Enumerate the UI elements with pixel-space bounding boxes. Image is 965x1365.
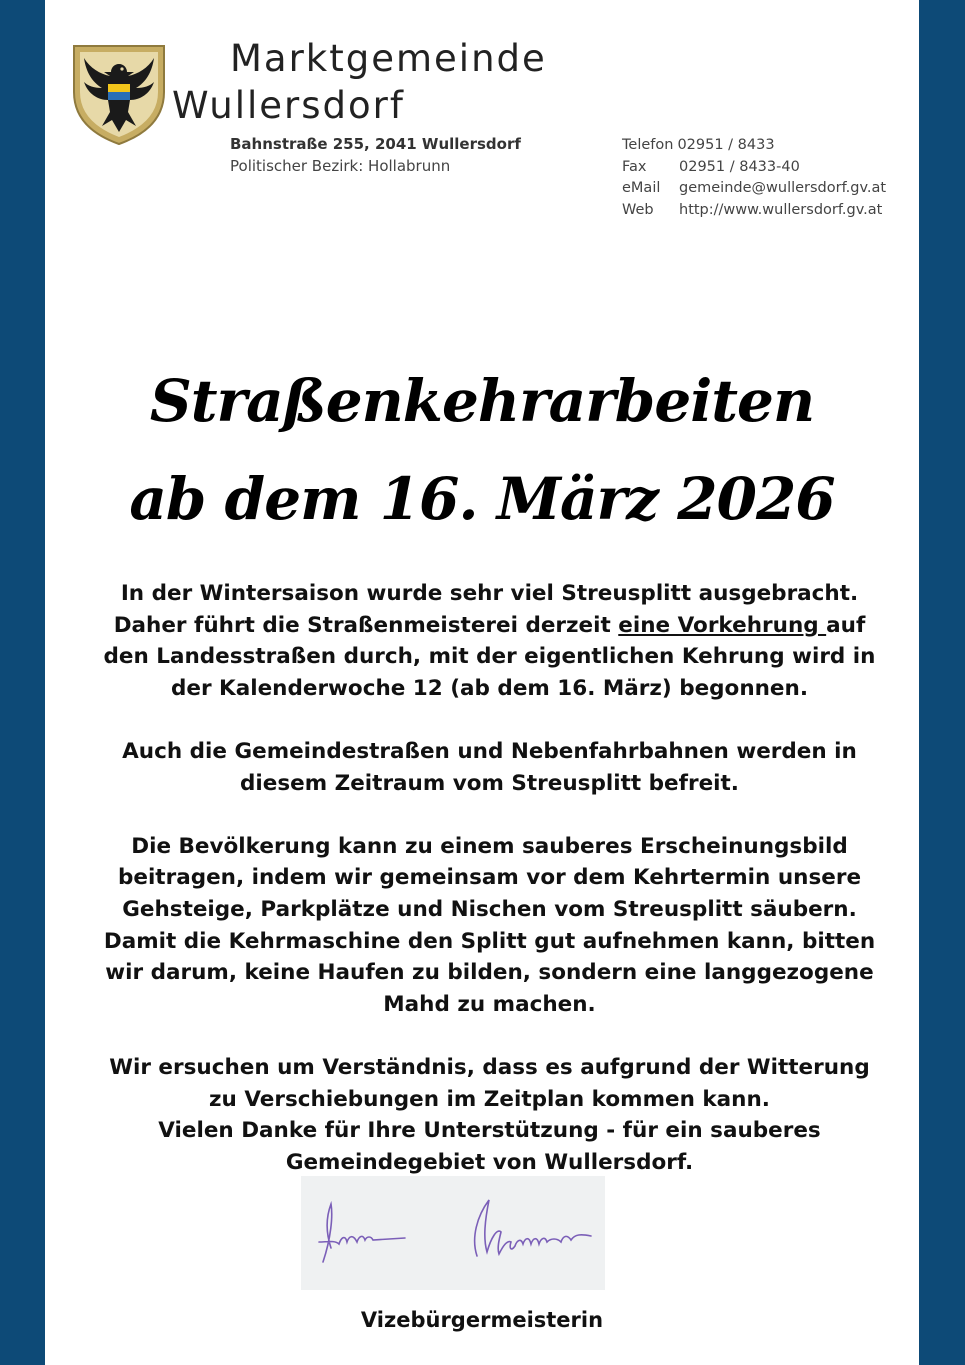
left-border-bar [0,0,45,1365]
signer-title: Vizebürgermeisterin [360,1308,604,1332]
signature [301,1176,605,1290]
web-link[interactable]: http://www.wullersdorf.gv.at [679,201,883,218]
page-title [45,352,919,548]
paragraph-4: Wir ersuchen um Verständnis, dass es aufgrund der Witterung zu Verschiebungen im Zeitplan kommen kann. Vielen Danke für Ihre Unterstützung - für ein sauberes Gemeindegebiet von Wullersdorf. [109,1054,870,1175]
notice-body [100,578,879,1178]
contact-phone: Telefon 02951 / 8433 [622,137,775,153]
paragraph-3: Die Bevölkerung kann zu einem sauberes Erscheinungsbild beitragen, indem wir gemeinsam vor dem Kehrtermin unsere Gehsteige, Parkplätze und Nischen vom Streusplitt säubern. Damit die Kehrmaschine den Splitt gut aufnehmen kann, bitten wir darum, keine Haufen zu bilden, sondern eine langgezogene Mahd zu machen. [103,833,876,1017]
org-place: Wullersdorf [172,84,405,127]
contact-web: Web http://www.wullersdorf.gv.at [622,200,886,222]
title-line-1: Straßenkehrarbeiten [149,367,815,435]
district: Politischer Bezirk: Hollabrunn [230,157,451,175]
underlined-phrase: eine Vorkehrung [618,612,827,638]
title-line-2: ab dem 16. März 2026 [129,465,835,533]
paragraph-1: In der Wintersaison wurde sehr viel Streusplitt ausgebracht. Daher führt die Straßenmeisterei derzeit eine Vorkehrung auf den Landesstraßen durch, mit der eigentlichen Kehrung wird in der Kalenderwoche 12 (ab dem 16. März) begonnen. [103,581,876,701]
email-link[interactable]: gemeinde@wullersdorf.gv.at [679,180,887,196]
handwritten-signature-icon [301,1176,605,1290]
coat-of-arms-icon [70,42,168,146]
org-name: Marktgemeinde [230,37,547,80]
paragraph-2: Auch die Gemeindestraßen und Nebenfahrbahnen werden in diesem Zeitraum vom Streusplitt befreit. [122,738,857,796]
right-border-bar [919,0,965,1365]
contact-fax: Fax 02951 / 8433-40 [622,158,800,175]
contact-block [622,135,886,221]
address: Bahnstraße 255, 2041 Wullersdorf [230,135,521,153]
contact-email: eMail gemeinde@wullersdorf.gv.at [622,178,886,200]
